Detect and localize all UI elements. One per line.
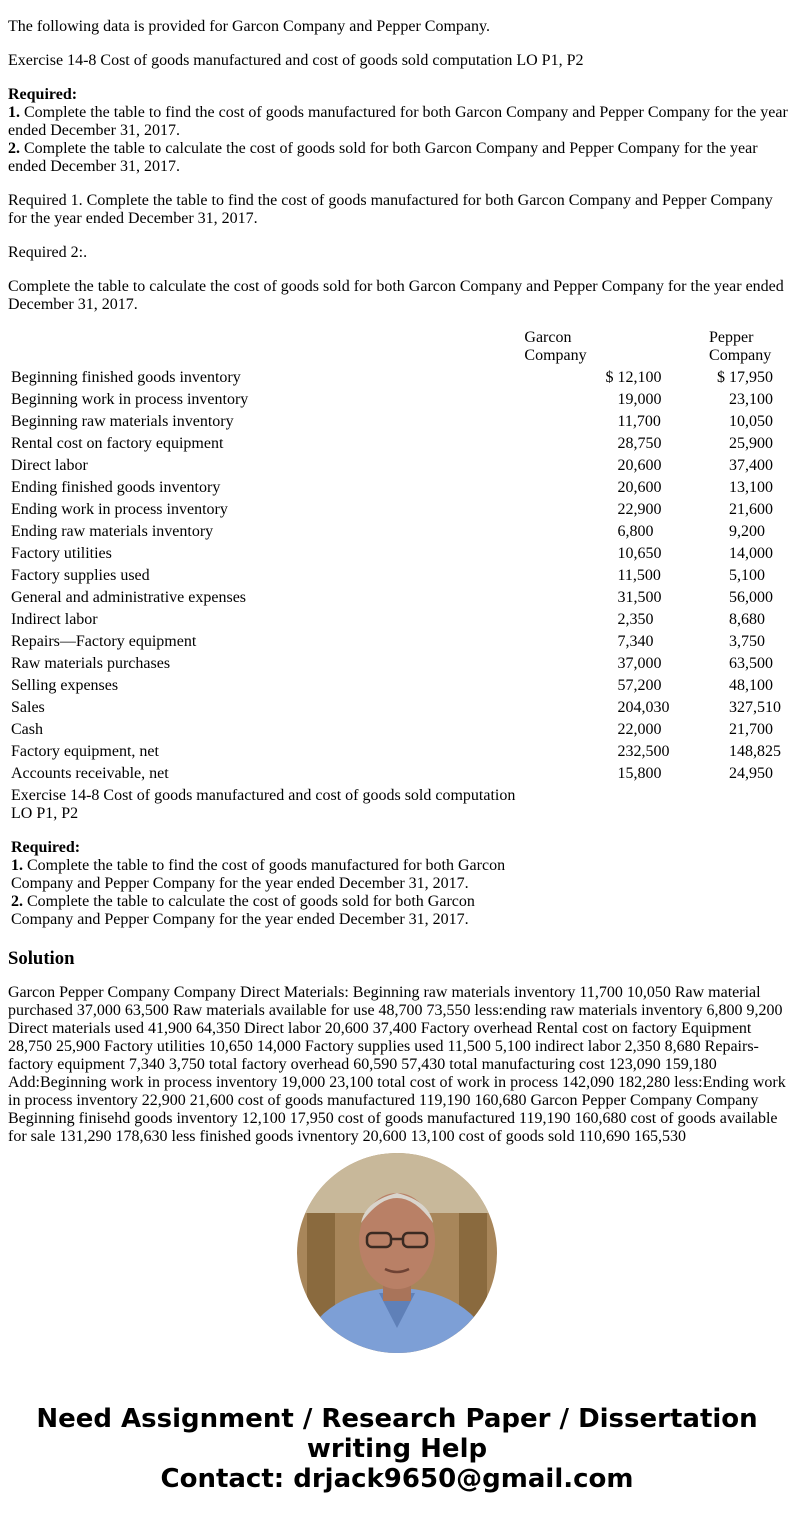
pepper-value: 5,100 [729, 567, 766, 584]
table-header-row [10, 328, 786, 366]
intro-line: The following data is provided for Garcon Company and Pepper Company. [8, 18, 490, 35]
garcon-dollar-sign: $ [605, 369, 614, 386]
garcon-value: 204,030 [617, 699, 670, 716]
garcon-value: 10,650 [617, 545, 662, 562]
pepper-dollar-sign [716, 742, 726, 762]
table-row [10, 412, 786, 432]
table-row [10, 742, 786, 762]
garcon-dollar-sign [524, 412, 614, 432]
footer-req2-text: Complete the table to calculate the cost of goods sold for both Garcon Company and Pepper Company for the year ended December 31, 2017. [11, 893, 475, 928]
required1-full: Required 1. Complete the table to find the cost of goods manufactured for both Garcon Company and Pepper Company for the year ended December 31, 2017. [8, 192, 773, 227]
row-label: Factory utilities [11, 545, 112, 562]
pepper-dollar-sign [716, 522, 726, 542]
row-label: Direct labor [11, 457, 88, 474]
solution-heading: Solution [8, 948, 75, 969]
pepper-value: 9,200 [729, 523, 766, 540]
pepper-value: 13,100 [729, 479, 774, 496]
pepper-dollar-sign [716, 412, 726, 432]
req1-num: 1. [8, 104, 20, 121]
header-pepper-line2: Company [709, 347, 772, 364]
garcon-dollar-sign [524, 698, 614, 718]
pepper-dollar-sign [716, 434, 726, 454]
required-label: Required: [8, 86, 78, 103]
row-label: Cash [11, 721, 43, 738]
header-pepper-line1: Pepper [709, 329, 754, 346]
garcon-dollar-sign [524, 500, 614, 520]
garcon-value: 2,350 [617, 611, 654, 628]
footer-exercise-title: Exercise 14-8 Cost of goods manufactured and cost of goods sold computation LO P1, P2 [11, 787, 516, 822]
garcon-value: 12,100 [617, 369, 662, 386]
garcon-value: 6,800 [617, 523, 654, 540]
pepper-value: 327,510 [729, 699, 782, 716]
header-garcon-line2: Company [524, 347, 587, 364]
footer-req1-text: Complete the table to find the cost of goods manufactured for both Garcon Company and Pepper Company for the year ended December 31, 2017. [11, 857, 506, 892]
footer-req1-num: 1. [11, 857, 23, 874]
row-label: Beginning work in process inventory [11, 391, 249, 408]
garcon-value: 19,000 [617, 391, 662, 408]
pepper-dollar-sign [716, 566, 726, 586]
pepper-value: 25,900 [729, 435, 774, 452]
row-label: Factory equipment, net [11, 743, 159, 760]
data-table [8, 326, 788, 932]
header-garcon [524, 328, 714, 366]
row-label: Beginning raw materials inventory [11, 413, 234, 430]
garcon-value: 232,500 [617, 743, 670, 760]
table-row [10, 456, 786, 476]
author-avatar [297, 1153, 497, 1353]
row-label: General and administrative expenses [11, 589, 247, 606]
required2-full: Complete the table to calculate the cost of goods sold for both Garcon Company and Pepper Company for the year ended December 31, 2017. [8, 278, 784, 313]
garcon-dollar-sign [524, 566, 614, 586]
pepper-value: 21,600 [729, 501, 774, 518]
table-row [10, 522, 786, 542]
pepper-value: 8,680 [729, 611, 766, 628]
garcon-dollar-sign [524, 478, 614, 498]
garcon-dollar-sign [524, 632, 614, 652]
footer-contact: Contact: drjack9650@gmail.com [160, 1464, 634, 1494]
pepper-value: 3,750 [729, 633, 766, 650]
pepper-dollar-sign [716, 676, 726, 696]
pepper-value: 63,500 [729, 655, 774, 672]
table-row [10, 632, 786, 652]
required-block [8, 86, 788, 176]
author-portrait-image [297, 1153, 497, 1353]
garcon-dollar-sign [524, 390, 614, 410]
garcon-value: 37,000 [617, 655, 662, 672]
document-page [8, 0, 788, 1162]
garcon-dollar-sign [524, 456, 614, 476]
row-label: Indirect labor [11, 611, 98, 628]
pepper-dollar-sign [716, 544, 726, 564]
pepper-value: 14,000 [729, 545, 774, 562]
garcon-value: 20,600 [617, 479, 662, 496]
pepper-dollar-sign [716, 632, 726, 652]
pepper-dollar-sign [716, 500, 726, 520]
garcon-value: 57,200 [617, 677, 662, 694]
table-row [10, 478, 786, 498]
pepper-value: 148,825 [729, 743, 782, 760]
footer-line-1: Need Assignment / Research Paper / Dissertation [36, 1404, 758, 1434]
table-row [10, 566, 786, 586]
row-label: Ending work in process inventory [11, 501, 228, 518]
pepper-dollar-sign [716, 698, 726, 718]
row-label: Raw materials purchases [11, 655, 171, 672]
row-label: Rental cost on factory equipment [11, 435, 224, 452]
pepper-value: 37,400 [729, 457, 774, 474]
required2-label: Required 2:. [8, 244, 88, 261]
pepper-dollar-sign [716, 764, 726, 784]
garcon-value: 11,500 [617, 567, 661, 584]
row-label: Ending finished goods inventory [11, 479, 221, 496]
row-label: Selling expenses [11, 677, 119, 694]
table-row [10, 698, 786, 718]
footer-line-2: writing Help [306, 1434, 488, 1464]
garcon-value: 31,500 [617, 589, 662, 606]
garcon-dollar-sign [524, 610, 614, 630]
table-row [10, 720, 786, 740]
garcon-dollar-sign [524, 764, 614, 784]
pepper-value: 56,000 [729, 589, 774, 606]
table-row [10, 434, 786, 454]
header-garcon-line1: Garcon [524, 329, 572, 346]
garcon-dollar-sign [524, 588, 614, 608]
footer-required-label: Required: [11, 839, 81, 856]
garcon-dollar-sign [524, 522, 614, 542]
row-label: Ending raw materials inventory [11, 523, 214, 540]
pepper-value: 21,700 [729, 721, 774, 738]
pepper-dollar-sign: $ [717, 369, 726, 386]
garcon-value: 22,900 [617, 501, 662, 518]
row-label: Factory supplies used [11, 567, 150, 584]
garcon-dollar-sign [524, 544, 614, 564]
table-row [10, 676, 786, 696]
table-row [10, 764, 786, 784]
garcon-value: 7,340 [617, 633, 654, 650]
pepper-dollar-sign [716, 588, 726, 608]
table-row [10, 654, 786, 674]
exercise-title: Exercise 14-8 Cost of goods manufactured and cost of goods sold computation LO P1, P2 [8, 52, 584, 69]
garcon-value: 11,700 [617, 413, 661, 430]
garcon-dollar-sign [524, 654, 614, 674]
row-label: Repairs—Factory equipment [11, 633, 197, 650]
row-label: Beginning finished goods inventory [11, 369, 241, 386]
row-label: Sales [11, 699, 45, 716]
req2-num: 2. [8, 140, 20, 157]
header-pepper [708, 328, 778, 366]
pepper-dollar-sign [716, 390, 726, 410]
pepper-dollar-sign [716, 654, 726, 674]
garcon-dollar-sign [524, 742, 614, 762]
footer-required-block [11, 839, 521, 929]
garcon-value: 20,600 [617, 457, 662, 474]
pepper-dollar-sign [716, 478, 726, 498]
table-footer-row [10, 786, 786, 930]
garcon-value: 15,800 [617, 765, 662, 782]
pepper-dollar-sign [716, 610, 726, 630]
footer-ad [0, 1404, 794, 1494]
table-row [10, 390, 786, 410]
table-row [10, 588, 786, 608]
garcon-value: 28,750 [617, 435, 662, 452]
solution-body: Garcon Pepper Company Company Direct Materials: Beginning raw materials inventory 11,700 10,050 Raw material purchased 37,000 63,500 Raw materials available for use 48,700 73,550 less:ending raw materials inventory 6,800 9,200 Direct materials used 41,900 64,350 Direct labor 20,600 37,400 Factory overhead Rental cost on factory Equipment 28,750 25,900 Factory utilities 10,650 14,000 Factory supplies used 11,500 5,100 indirect labor 2,350 8,680 Repairs-factory equipment 7,340 3,750 total factory overhead 60,590 57,430 total manufacturing cost 123,090 159,180 Add:Beginning work in process inventory 19,000 23,100 total cost of work in process 142,090 182,280 less:Ending work in process inventory 22,900 21,600 cost of goods manufactured 119,190 160,680 Garcon Pepper Company Company Beginning finisehd goods inventory 12,100 17,950 cost of goods manufactured 119,190 160,680 cost of goods available for sale 131,290 178,630 less finished goods ivnentory 20,600 13,100 cost of goods sold 110,690 165,530 [8, 984, 786, 1145]
pepper-value: 10,050 [729, 413, 774, 430]
req1-text: Complete the table to find the cost of goods manufactured for both Garcon Company and Pepper Company for the year ended December 31, 2017. [8, 104, 788, 139]
pepper-value: 48,100 [729, 677, 774, 694]
table-row [10, 610, 786, 630]
table-row [10, 500, 786, 520]
pepper-dollar-sign [716, 720, 726, 740]
footer-req2-num: 2. [11, 893, 23, 910]
pepper-dollar-sign [716, 456, 726, 476]
table-footer-cell [10, 786, 522, 930]
table-row [10, 368, 786, 388]
garcon-dollar-sign [524, 434, 614, 454]
table-row [10, 544, 786, 564]
req2-text: Complete the table to calculate the cost of goods sold for both Garcon Company and Pepper Company for the year ended December 31, 2017. [8, 140, 758, 175]
garcon-dollar-sign [524, 676, 614, 696]
garcon-value: 22,000 [617, 721, 662, 738]
garcon-dollar-sign [524, 720, 614, 740]
row-label: Accounts receivable, net [11, 765, 169, 782]
pepper-value: 23,100 [729, 391, 774, 408]
pepper-value: 17,950 [729, 369, 774, 386]
pepper-value: 24,950 [729, 765, 774, 782]
